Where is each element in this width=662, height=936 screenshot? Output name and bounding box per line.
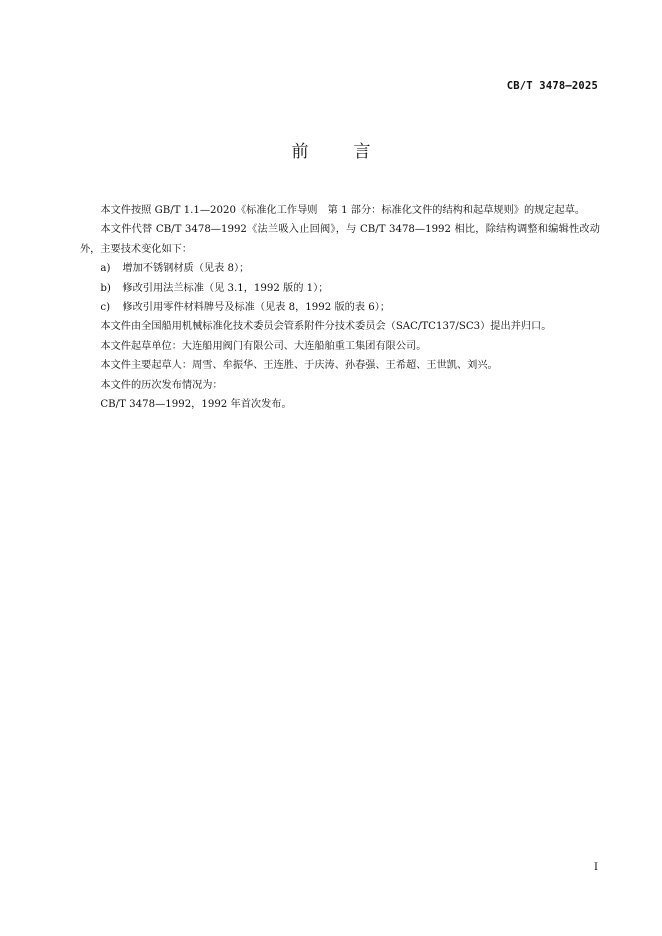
paragraph-replacement: 本文件代替 CB/T 3478—1992《法兰吸入止回阀》，与 CB/T 3478—1992 相比，除结构调整和编辑性改动外，主要技术变化如下： [80,224,600,255]
paragraph-history-entry: CB/T 3478—1992，1992 年首次发布。 [100,399,292,411]
list-item [80,259,600,278]
paragraph-drafting-rules: 本文件按照 GB/T 1.1—2020《标准化工作导则 第 1 部分：标准化文件的结构和起草规则》的规定起草。 [100,205,586,216]
paragraph-proposer: 本文件由全国船用机械标准化技术委员会管系附件分技术委员会（SAC/TC137/SC3）提出并归口。 [100,321,552,333]
list-item-mark: b) [100,282,111,294]
list-item-text: 修改引用零件材料牌号及标准（见表 8，1992 版的表 6）； [122,302,391,314]
paragraph-drafters: 本文件主要起草人：周雪、牟振华、王连胜、于庆涛、孙春强、王希超、王世凯、刘兴。 [100,360,498,372]
paragraph-drafting-units: 本文件起草单位：大连船用阀门有限公司、大连船舶重工集团有限公司。 [100,340,427,352]
list-item [80,279,600,298]
list-item [80,298,600,317]
list-item-text: 增加不锈钢材质（见表 8）； [122,263,250,275]
page-number: I [594,862,598,873]
foreword-body [80,201,600,414]
page-title: 前 言 [291,142,385,162]
list-item-mark: a) [100,263,111,275]
paragraph-history-intro: 本文件的历次发布情况为： [100,379,223,391]
list-item-text: 修改引用法兰标准（见 3.1，1992 版的 1）； [122,282,329,294]
list-item-mark: c) [100,302,111,314]
standard-code: CB/T 3478—2025 [506,80,598,92]
